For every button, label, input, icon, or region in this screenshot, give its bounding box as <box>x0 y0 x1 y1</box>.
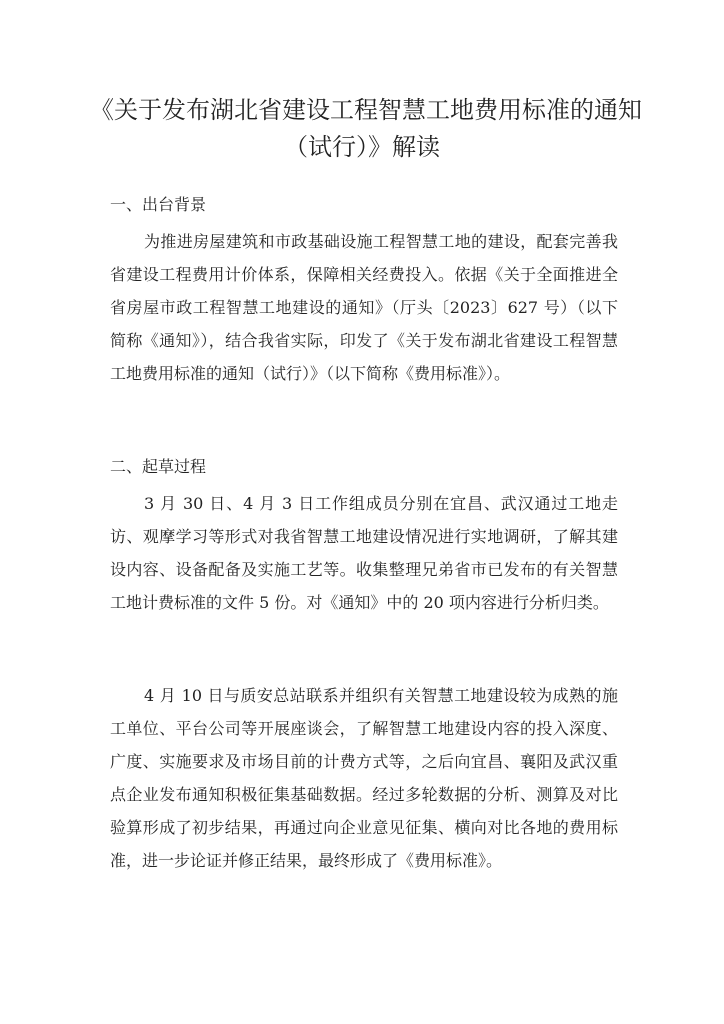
document-title-line-2: （试行）》解读 <box>284 133 440 161</box>
section-heading-background: 一、出台背景 <box>110 195 207 214</box>
background-paragraph: 为推进房屋建筑和市政基础设施工程智慧工地的建设，配套完善我省建设工程费用计价体系，保障相关经费投入。依据《关于全面推进全省房屋市政工程智慧工地建设的通知》（厅头〔2023〕627 号）（以下简称《通知》），结合我省实际，印发了《关于发布湖北省建设工程智慧工地费用标准的通知（试行）》（以下简称《费用标准》）。 <box>110 232 618 383</box>
drafting-paragraph-1: 3 月 30 日、4 月 3 日工作组成员分别在宜昌、武汉通过工地走访、观摩学习等形式对我省智慧工地建设情况进行实地调研，了解其建设内容、设备配备及实施工艺等。收集整理兄弟省市已发布的有关智慧工地计费标准的文件 5 份。对《通知》中的 20 项内容进行分析归类。 <box>110 494 618 612</box>
document-title-line-1: 《关于发布湖北省建设工程智慧工地费用标准的通知 <box>90 96 642 124</box>
drafting-paragraph-2: 4 月 10 日与质安总站联系并组织有关智慧工地建设较为成熟的施工单位、平台公司等开展座谈会，了解智慧工地建设内容的投入深度、广度、实施要求及市场目前的计费方式等，之后向宜昌、襄阳及武汉重点企业发布通知积极征集基础数据。经过多轮数据的分析、测算及对比验算形成了初步结果，再通过向企业意见征集、横向对比各地的费用标准，进一步论证并修正结果，最终形成了《费用标准》。 <box>110 686 618 870</box>
section-heading-drafting-process: 二、起草过程 <box>110 457 207 476</box>
